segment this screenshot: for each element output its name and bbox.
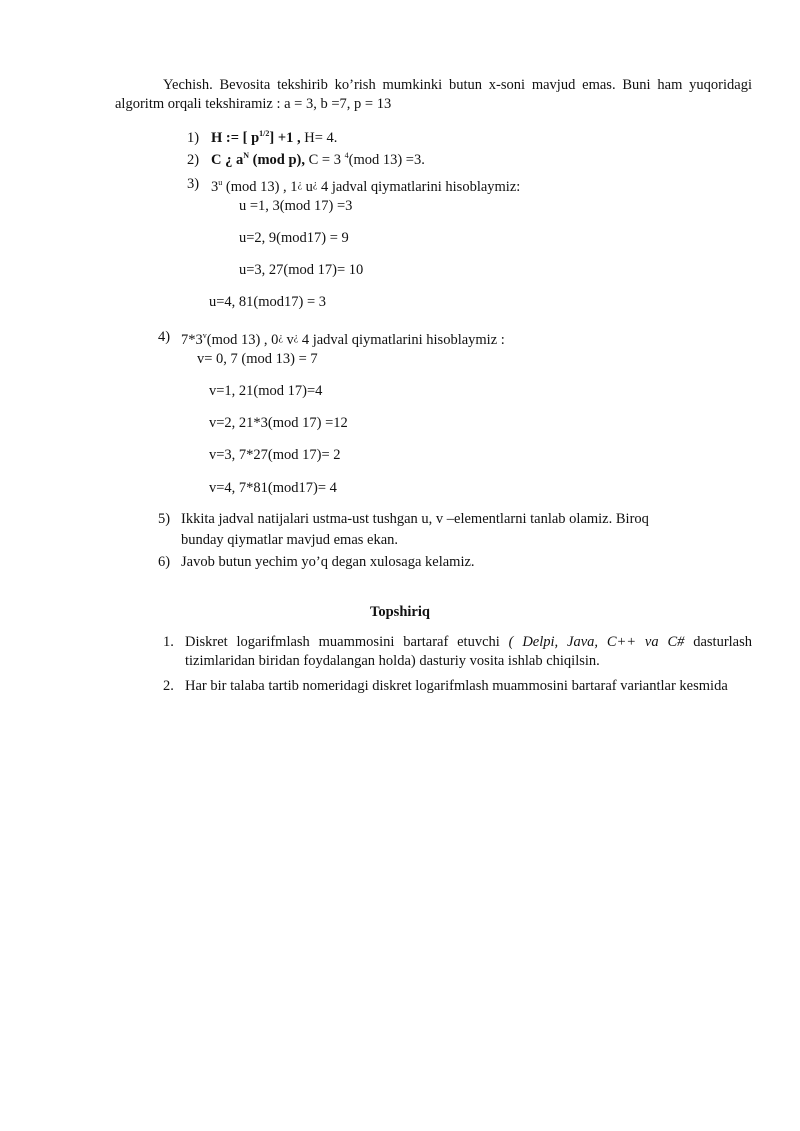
step-6-text: Javob butun yechim yo’q degan xulosaga kelamiz. — [181, 554, 475, 570]
assignment-title: Topshiriq — [370, 604, 430, 620]
step-1-text: H := [ $p^{1/2}] +1$ , H= 4. — [211, 129, 338, 146]
u-row: u =1, 3(mod 17) =3 — [239, 198, 353, 214]
step-3-text: 3$^u$ (mod 13) , 1¿ u¿ 4 jadval qiymatlarini hisoblaymiz: — [211, 178, 521, 195]
solution-label: Yechish. — [163, 77, 213, 93]
step-2-text: C ¿ $a^N$ (mod p), C = 3 $^4$(mod 13) =3. — [211, 151, 425, 168]
step-2-number: 2) — [187, 152, 200, 168]
u-row: u=4, 81(mod17) = 3 — [209, 294, 327, 310]
u-row: u=3, 27(mod 17)= 10 — [239, 262, 364, 278]
v-row: v=2, 21*3(mod 17) =12 — [209, 415, 348, 431]
assignment-item-1: Diskret logarifmlash muammosini bartaraf etuvchi ( Delpi, Java, C++ va C# dasturlash tizimlaridan biridan foydalangan holda) dasturiy vosita ishlab chiqilsin. — [185, 634, 753, 669]
step-5-line-2: bunday qiymatlar mavjud emas ekan. — [181, 532, 399, 548]
assignment-item-2: Har bir talaba tartib nomeridagi diskret logarifmlash muammosini bartaraf variantlar kesmida — [185, 678, 728, 694]
step-6-number: 6) — [158, 554, 171, 570]
assignment-item-number: 2. — [163, 678, 174, 694]
solution-text: Bevosita tekshirib ko’rish mumkinki butun x-soni mavjud emas. Buni ham yuqoridagi algoritm orqali tekshiramiz : a = 3, b =7, p = 13 — [115, 77, 752, 112]
u-row: u=2, 9(mod17) = 9 — [239, 230, 349, 246]
v-row: v=1, 21(mod 17)=4 — [209, 383, 323, 399]
step-3-number: 3) — [187, 176, 200, 192]
assignment-item-number: 1. — [163, 634, 174, 650]
step-4-number: 4) — [158, 329, 171, 345]
solution-paragraph — [115, 76, 752, 114]
step-1-number: 1) — [187, 130, 200, 146]
step-5-number: 5) — [158, 511, 171, 527]
step-4-text: 7*3$^v$(mod 13) , 0¿ v¿ 4 jadval qiymatlarini hisoblaymiz : — [181, 331, 505, 348]
step-5-line-1: Ikkita jadval natijalari ustma-ust tushgan u, v –elementlarni tanlab olamiz. Biroq — [181, 511, 649, 527]
v-row: v=3, 7*27(mod 17)= 2 — [209, 447, 341, 463]
v-row: v= 0, 7 (mod 13) = 7 — [197, 351, 318, 367]
v-row: v=4, 7*81(mod17)= 4 — [209, 480, 337, 496]
